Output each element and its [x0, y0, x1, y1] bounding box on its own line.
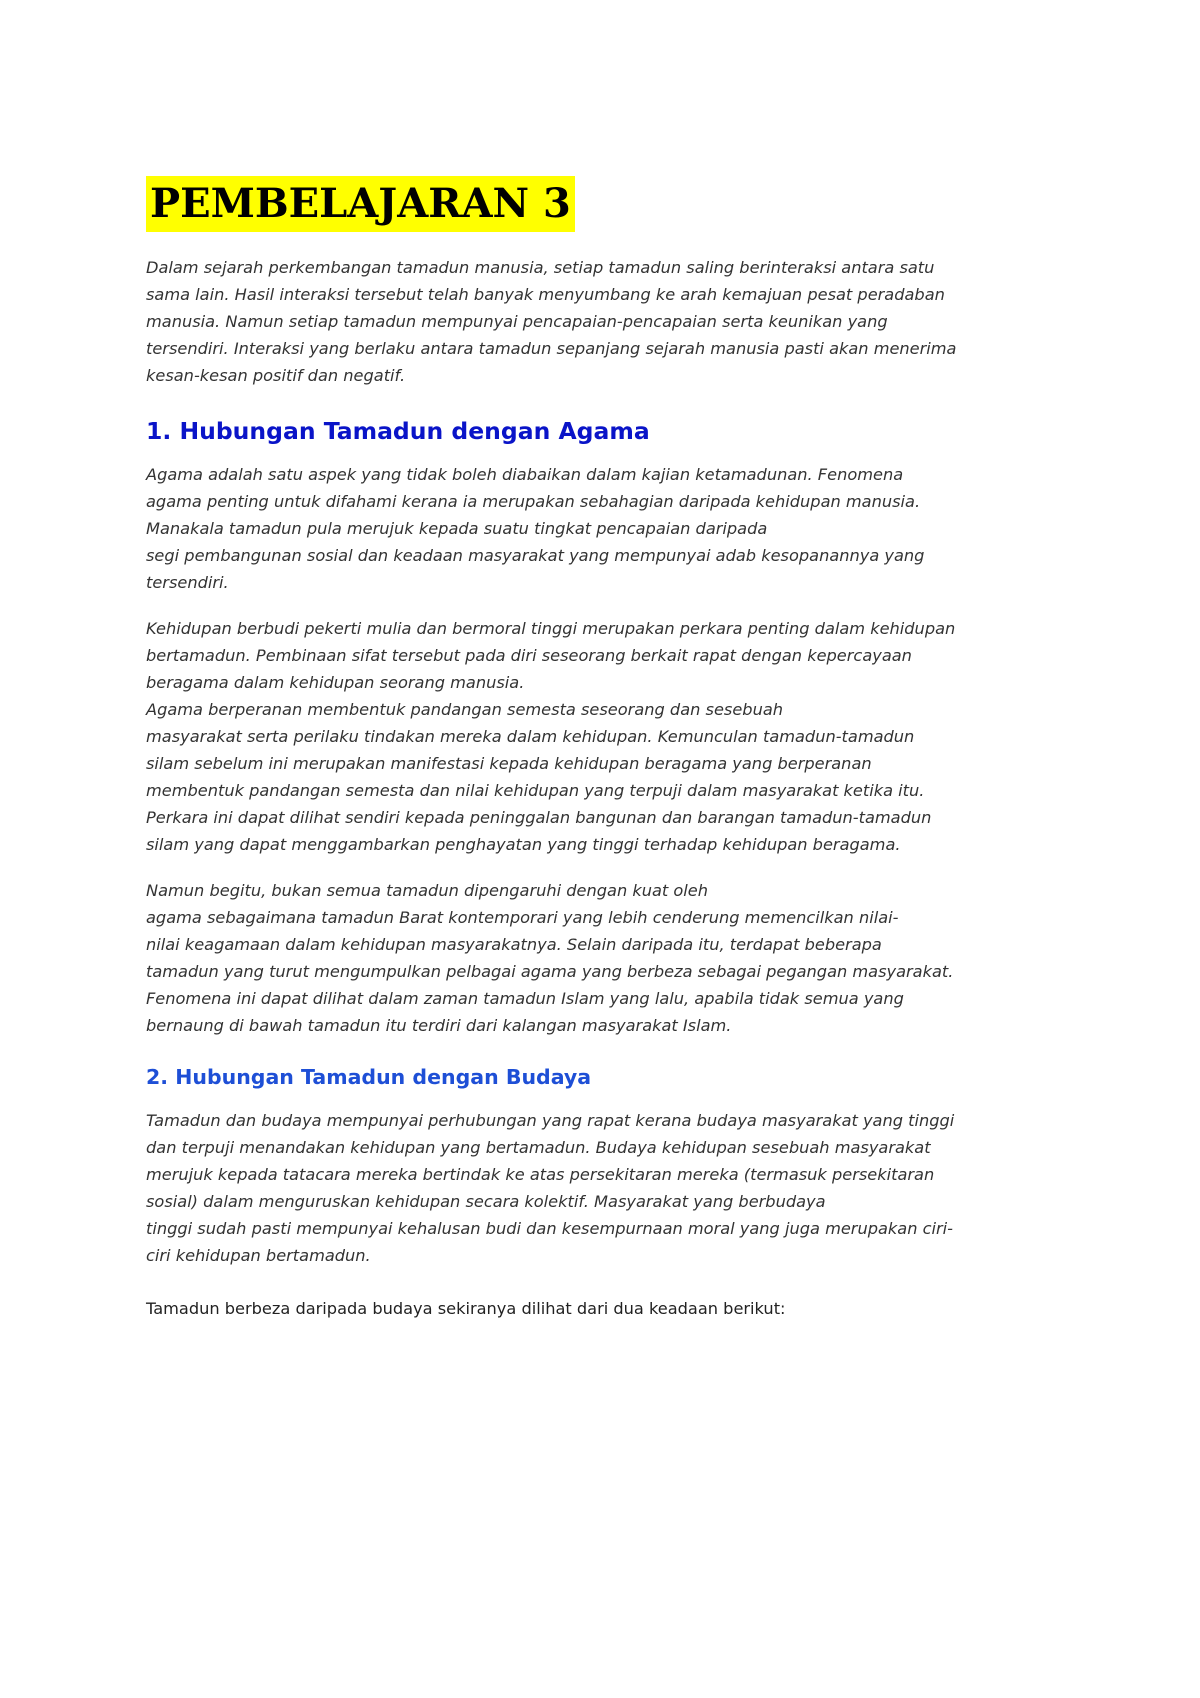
text-line: Manakala tamadun pula merujuk kepada suatu tingkat pencapaian daripada	[146, 519, 768, 538]
text-line: beragama dalam kehidupan seorang manusia.	[146, 673, 525, 692]
text-line: sama lain. Hasil interaksi tersebut telah banyak menyumbang ke arah kemajuan pesat peradaban	[146, 285, 945, 304]
text-line: Tamadun dan budaya mempunyai perhubungan yang rapat kerana budaya masyarakat yang tinggi	[146, 1111, 955, 1130]
section-1-paragraph-1	[146, 461, 1054, 596]
text-line: kesan-kesan positif dan negatif.	[146, 366, 406, 385]
text-line: Namun begitu, bukan semua tamadun dipengaruhi dengan kuat oleh	[146, 881, 709, 900]
intro-paragraph	[146, 254, 1054, 389]
document-title: PEMBELAJARAN 3	[146, 176, 575, 232]
section-2-paragraph-1	[146, 1107, 1054, 1269]
text-line: tamadun yang turut mengumpulkan pelbagai agama yang berbeza sebagai pegangan masyarakat.	[146, 962, 954, 981]
text-line: silam yang dapat menggambarkan penghayatan yang tinggi terhadap kehidupan beragama.	[146, 835, 901, 854]
text-line: Dalam sejarah perkembangan tamadun manusia, setiap tamadun saling berinteraksi antara satu	[146, 258, 935, 277]
text-line: agama sebagaimana tamadun Barat kontemporari yang lebih cenderung memencilkan nilai-	[146, 908, 899, 927]
text-line: silam sebelum ini merupakan manifestasi kepada kehidupan beragama yang berperanan	[146, 754, 872, 773]
text-line: tersendiri.	[146, 573, 229, 592]
text-line: nilai keagamaan dalam kehidupan masyarakatnya. Selain daripada itu, terdapat beberapa	[146, 935, 882, 954]
text-line: bertamadun. Pembinaan sifat tersebut pada diri seseorang berkait rapat dengan kepercayaan	[146, 646, 912, 665]
text-line: sosial) dalam menguruskan kehidupan secara kolektif. Masyarakat yang berbudaya	[146, 1192, 826, 1211]
text-line: membentuk pandangan semesta dan nilai kehidupan yang terpuji dalam masyarakat ketika itu.	[146, 781, 925, 800]
text-line: Fenomena ini dapat dilihat dalam zaman tamadun Islam yang lalu, apabila tidak semua yang	[146, 989, 904, 1008]
text-line: Perkara ini dapat dilihat sendiri kepada peninggalan bangunan dan barangan tamadun-tamadun	[146, 808, 932, 827]
document-page	[146, 176, 1054, 1322]
text-line: tersendiri. Interaksi yang berlaku antara tamadun sepanjang sejarah manusia pasti akan menerima	[146, 339, 957, 358]
text-line: Agama berperanan membentuk pandangan semesta seseorang dan sesebuah	[146, 700, 784, 719]
text-line: manusia. Namun setiap tamadun mempunyai pencapaian-pencapaian serta keunikan yang	[146, 312, 888, 331]
text-line: bernaung di bawah tamadun itu terdiri dari kalangan masyarakat Islam.	[146, 1016, 732, 1035]
text-line: ciri kehidupan bertamadun.	[146, 1246, 371, 1265]
text-line: masyarakat serta perilaku tindakan mereka dalam kehidupan. Kemunculan tamadun-tamadun	[146, 727, 915, 746]
text-line: Agama adalah satu aspek yang tidak boleh diabaikan dalam kajian ketamadunan. Fenomena	[146, 465, 904, 484]
text-line: segi pembangunan sosial dan keadaan masyarakat yang mempunyai adab kesopanannya yang	[146, 546, 925, 565]
section-1-paragraph-3	[146, 877, 1054, 1039]
section-2-heading: 2. Hubungan Tamadun dengan Budaya	[146, 1065, 592, 1089]
section-1-paragraph-2	[146, 615, 1054, 858]
text-line: agama penting untuk difahami kerana ia merupakan sebahagian daripada kehidupan manusia.	[146, 492, 921, 511]
text-line: Kehidupan berbudi pekerti mulia dan bermoral tinggi merupakan perkara penting dalam kehidupan	[146, 619, 956, 638]
section-2-paragraph-2: Tamadun berbeza daripada budaya sekiranya dilihat dari dua keadaan berikut:	[146, 1299, 786, 1318]
text-line: dan terpuji menandakan kehidupan yang bertamadun. Budaya kehidupan sesebuah masyarakat	[146, 1138, 931, 1157]
text-line: tinggi sudah pasti mempunyai kehalusan budi dan kesempurnaan moral yang juga merupakan ciri-	[146, 1219, 954, 1238]
section-1-heading: 1. Hubungan Tamadun dengan Agama	[146, 417, 650, 445]
text-line: merujuk kepada tatacara mereka bertindak ke atas persekitaran mereka (termasuk persekitaran	[146, 1165, 935, 1184]
